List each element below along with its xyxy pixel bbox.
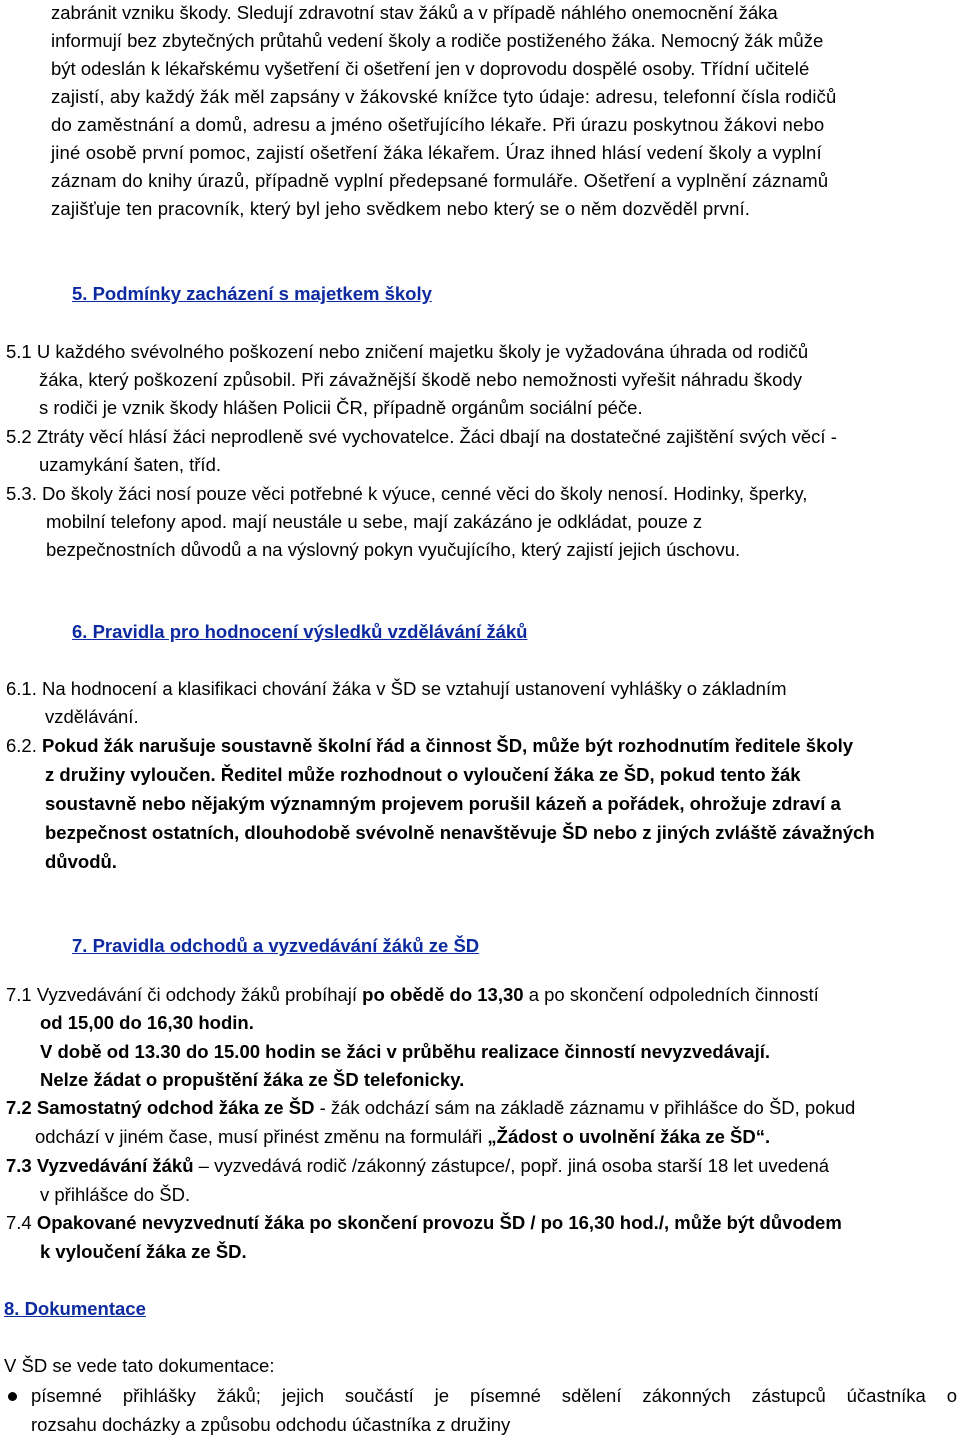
bullet-icon <box>8 1392 17 1401</box>
intro-line-4: zajistí, aby každý žák měl zapsány v žákovské knížce tyto údaje: adresu, telefonní čísla rodičů <box>51 86 837 107</box>
s7-row-7b: – vyzvedává rodič /zákonný zástupce/, popř. jiná osoba starší 18 let uvedená <box>193 1155 830 1176</box>
s6-line-7: důvodů. <box>45 851 117 872</box>
s6-line-3-text: Pokud žák narušuje soustavně školní řád a činnost ŠD, může být rozhodnutím ředitele školy <box>42 735 854 756</box>
intro-line-6: jiné osobě první pomoc, zajistí ošetření žáka lékařem. Úraz ihned hlásí vedení školy a vyplní <box>51 142 822 163</box>
s7-row-5b: - žák odchází sám na základě záznamu v přihlášce do ŠD, pokud <box>314 1097 856 1118</box>
s6-line-3-number: 6.2. <box>6 735 42 756</box>
s7-row-6a: odchází v jiném čase, musí přinést změnu na formuláři <box>35 1126 488 1147</box>
s7-row-6b: „Žádost o uvolnění žáka ze ŠD“. <box>487 1126 771 1147</box>
s7-row-2: od 15,00 do 16,30 hodin. <box>40 1012 254 1033</box>
s7-row-7a: 7.3 Vyzvedávání žáků <box>6 1155 194 1176</box>
s5-line-7: mobilní telefony apod. mají neustále u sebe, mají zakázáno je odkládat, pouze z <box>46 511 703 532</box>
s7-row-3: V době od 13.30 do 15.00 hodin se žáci v průběhu realizace činností nevyzvedávají. <box>40 1041 770 1062</box>
section-8-heading: 8. Dokumentace <box>4 1298 146 1319</box>
s6-line-4: z družiny vyloučen. Ředitel může rozhodnout o vyloučení žáka ze ŠD, pokud tento žák <box>45 764 801 785</box>
intro-line-3 <box>51 60 809 79</box>
section-6-heading: 6. Pravidla pro hodnocení výsledků vzdělávání žáků <box>72 621 528 642</box>
s7-row-1c: a po skončení odpoledních činností <box>523 984 819 1005</box>
s8-bullet-1-line-1: písemné přihlášky žáků; jejich součástí je písemné sdělení zákonných zástupců účastníka o <box>31 1387 957 1406</box>
s7-row-5 <box>6 1099 855 1118</box>
s6-line-6: bezpečnost ostatních, dlouhodobě svévolně nenavštěvuje ŠD nebo z jiných zvláště závažných <box>45 822 875 843</box>
s8-bullet-1-line-2: rozsahu docházky a způsobu odchodu účastníka z družiny <box>31 1414 511 1435</box>
s7-row-5a: 7.2 Samostatný odchod žáka ze ŠD <box>6 1097 315 1118</box>
s7-row-6 <box>35 1128 770 1147</box>
s6-line-2: vzdělávání. <box>45 706 139 727</box>
s7-row-4: Nelze žádat o propuštění žáka ze ŠD telefonicky. <box>40 1069 465 1090</box>
intro-line-1: zabránit vzniku škody. Sledují zdravotní stav žáků a v případě náhlého onemocnění žáka <box>51 2 778 23</box>
intro-line-3a: být odeslán k lékařskému vyšetření či ošetření jen v doprovodu dospělé osoby. <box>51 58 696 79</box>
intro-line-5: do zaměstnání a domů, adresu a jméno ošetřujícího lékaře. Při úrazu poskytnou žákovi nebo <box>51 114 825 135</box>
s7-row-1a: 7.1 Vyzvedávání či odchody žáků probíhají <box>6 984 363 1005</box>
s5-line-2: žáka, který poškození způsobil. Při závažnější škodě nebo nemožnosti vyřešit náhradu škody <box>39 369 803 390</box>
s5-line-1: 5.1 U každého svévolného poškození nebo zničení majetku školy je vyžadována úhrada od rodičů <box>6 341 809 362</box>
intro-line-7: záznam do knihy úrazů, případně vyplní předepsané formuláře. Ošetření a vyplnění záznamů <box>51 170 829 191</box>
section-7-heading: 7. Pravidla odchodů a vyzvedávání žáků ze ŠD <box>72 935 480 956</box>
s7-row-1b: po obědě do 13,30 <box>362 984 524 1005</box>
s7-row-8: v přihlášce do ŠD. <box>40 1184 191 1205</box>
s5-line-3: s rodiči je vznik škody hlášen Policii ČR, případně orgánům sociální péče. <box>39 397 643 418</box>
intro-line-3b: Třídní učitelé <box>695 58 810 79</box>
s6-line-1: 6.1. Na hodnocení a klasifikaci chování žáka v ŠD se vztahují ustanovení vyhlášky o základním <box>6 678 787 699</box>
s7-row-9b: Opakované nevyzvednutí žáka po skončení provozu ŠD / po 16,30 hod./, může být důvodem <box>36 1212 842 1233</box>
intro-line-8: zajišťuje ten pracovník, který byl jeho svědkem nebo který se o něm dozvěděl první. <box>51 198 751 219</box>
s5-line-8: bezpečnostních důvodů a na výslovný pokyn vyučujícího, který zajistí jejich úschovu. <box>46 539 741 560</box>
s5-line-4: 5.2 Ztráty věcí hlásí žáci neprodleně své vychovatelce. Žáci dbají na dostatečné zajištění svých věcí - <box>6 426 837 447</box>
s7-row-7 <box>6 1157 829 1176</box>
s6-line-3 <box>6 737 853 756</box>
s8-intro: V ŠD se vede tato dokumentace: <box>4 1355 275 1376</box>
section-5-heading: 5. Podmínky zacházení s majetkem školy <box>72 283 432 304</box>
s7-row-1 <box>6 986 819 1005</box>
s7-row-9 <box>6 1214 842 1233</box>
s5-line-6: 5.3. Do školy žáci nosí pouze věci potřebné k výuce, cenné věci do školy nenosí. Hodinky, šperky, <box>6 483 808 504</box>
s7-row-10: k vyloučení žáka ze ŠD. <box>40 1241 247 1262</box>
s5-line-5: uzamykání šaten, tříd. <box>39 454 222 475</box>
s7-row-9a: 7.4 <box>6 1212 37 1233</box>
intro-line-2: informují bez zbytečných průtahů vedení školy a rodiče postiženého žáka. Nemocný žák může <box>51 30 824 51</box>
s6-line-5: soustavně nebo nějakým významným projevem porušil kázeň a pořádek, ohrožuje zdraví a <box>45 793 841 814</box>
